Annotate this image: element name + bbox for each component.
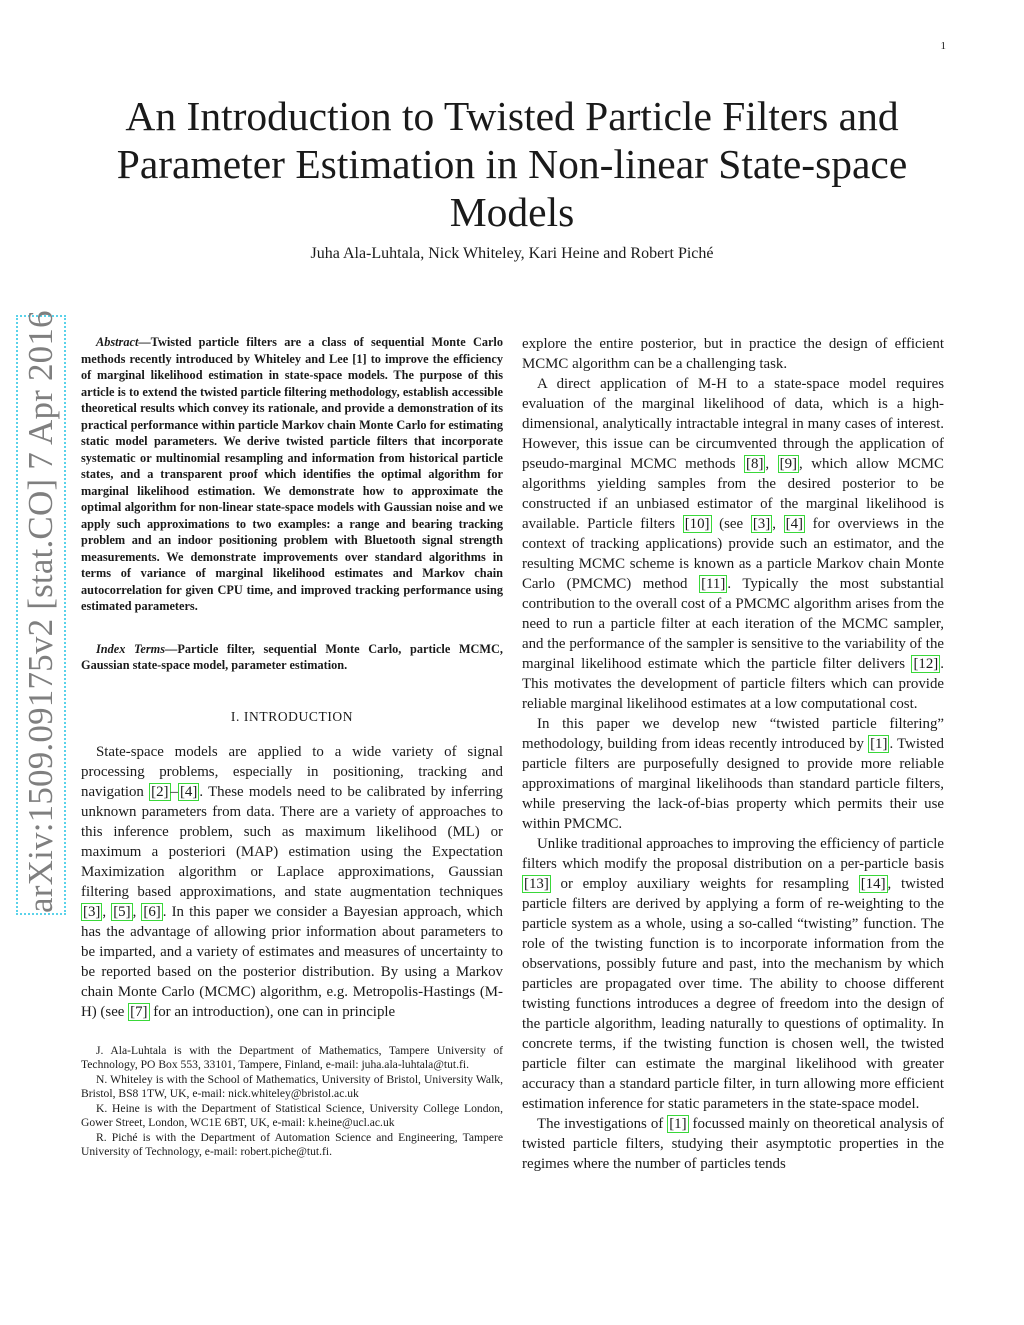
- text-run: . These models need to be calibrated by inferring unknown parameters from data. There are a variety of approaches to this inference problem, such as maximum likelihood (ML) or maximum a posteriori (MAP) estimation using the Expectation Maximization algorithm or Laplace approximations, Gaussian filtering based approximations, and state augmentation techniques: [81, 783, 503, 900]
- section-initial: I: [243, 708, 250, 724]
- text-run: or employ auxiliary weights for resampling: [550, 876, 859, 892]
- abstract-text: —Twisted particle filters are a class of sequential Monte Carlo methods recently introduced by Whiteley and Lee [1] to improve the efficiency of marginal likelihood estimation in state-space models. The purpose of this article is to extend the twisted particle filtering methodology, establish accessible theoretical results which convey its rationale, and provide a demonstration of its practical performance within particle Markov chain Monte Carlo for estimating static model parameters. We derive twisted particle filters that incorporate systematic or multinomial resampling and information from historical particle states, and a transparent proof which identifies the optimal algorithm for marginal likelihood estimation. We demonstrate how to approximate the optimal algorithm for non-linear state-space models with Gaussian noise and we apply such approximations to two examples: a range and bearing tracking problem and an indoor positioning problem with Bluetooth signal strength measurements. We demonstrate improvements over standard algorithms in terms of variance of marginal likelihood estimates and Markov chain autocorrelation for given CPU time, and improved tracking performance using estimated parameters.: [81, 335, 503, 613]
- citation-link[interactable]: [12]: [913, 656, 939, 672]
- citation-link[interactable]: [10]: [684, 516, 710, 532]
- citation-link[interactable]: [5]: [113, 903, 131, 920]
- text-run: ,: [772, 516, 784, 532]
- arxiv-identifier-stamp: arXiv:1509.09175v2 [stat.CO] 7 Apr 2016: [16, 315, 66, 915]
- footnote: K. Heine is with the Department of Statistical Science, University College London, Gower Street, London, WC1E 6BT, UK, e-mail: k.heine@ucl.ac.uk: [81, 1101, 503, 1129]
- text-run: (see: [711, 516, 751, 532]
- section-title-rest: NTRODUCTION: [249, 708, 354, 724]
- text-run: . Twisted particle filters are purposefully designed to provide more reliable approximations of marginal likelihoods than standard particle filters, while preserving the lack-of-bias property which permits their use within PMCMC.: [522, 736, 944, 832]
- paragraph: [522, 834, 944, 1114]
- paragraph: explore the entire posterior, but in practice the design of efficient MCMC algorithm can be a challenging task.: [522, 336, 944, 372]
- left-column: [81, 334, 503, 1160]
- paragraph: [522, 374, 944, 714]
- section-heading-introduction: [81, 707, 503, 727]
- abstract: [81, 334, 503, 615]
- text-run: ,: [765, 456, 778, 472]
- index-terms-text: —Particle filter, sequential Monte Carlo, particle MCMC, Gaussian state-space model, parameter estimation.: [81, 641, 503, 672]
- section-numeral: I.: [230, 708, 244, 724]
- text-run: , which allow MCMC algorithms yielding samples from the desired posterior to be constructed if an unbiased estimator of the marginal likelihood is available. Particle filters: [522, 456, 944, 532]
- footnote: J. Ala-Luhtala is with the Department of Mathematics, Tampere University of Technology, PO Box 553, 33101, Tampere, Finland, e-mail: juha.ala-luhtala@tut.fi.: [81, 1043, 503, 1071]
- text-run: focussed mainly on theoretical analysis of twisted particle filters, studying their asymptotic properties in the regimes where the number of particles tends: [522, 1116, 944, 1172]
- citation-link[interactable]: [13]: [524, 876, 549, 892]
- text-run: In this paper we develop new “twisted particle filtering” methodology, building from ideas recently introduced by: [522, 716, 944, 752]
- text-run: ,: [132, 903, 142, 920]
- citation-link[interactable]: [6]: [143, 903, 161, 920]
- citation-link[interactable]: [2]: [151, 783, 169, 800]
- text-run: Unlike traditional approaches to improving the efficiency of particle filters which modify the proposal distribution on a per-particle basis: [522, 836, 944, 872]
- abstract-lead: Abstract: [96, 335, 139, 349]
- citation-link[interactable]: [1]: [870, 736, 888, 752]
- footnote: N. Whiteley is with the School of Mathematics, University of Bristol, University Walk, Bristol, BS8 1TW, UK, e-mail: nick.whiteley@bristol.ac.uk: [81, 1072, 503, 1100]
- text-run: for an introduction), one can in principle: [149, 1003, 396, 1020]
- citation-link[interactable]: [14]: [860, 876, 886, 892]
- citation-link[interactable]: [4]: [179, 783, 198, 800]
- right-column: [522, 334, 944, 1174]
- text-run: . In this paper we consider a Bayesian approach, which has the advantage of allowing prior information about parameters to be imparted, and a variety of estimates and measures of uncertainty to be reported based on the posterior distribution. By using a Markov chain Monte Carlo (MCMC) algorithm, e.g. Metropolis-Hastings (M-H) (see: [81, 903, 503, 1020]
- intro-paragraph: [81, 742, 503, 1022]
- text-run: A direct application of M-H to a state-space model requires evaluation of the marginal likelihood of data, which is a high-dimensional, analytically intractable integral in many cases of interest. However, this issue can be circumvented through the application of pseudo-marginal MCMC methods: [522, 376, 944, 472]
- citation-link[interactable]: [7]: [130, 1003, 148, 1020]
- paragraph: [522, 714, 944, 834]
- citation-link[interactable]: [8]: [746, 456, 764, 472]
- text-run: . Typically the most substantial contribution to the overall cost of a PMCMC algorithm arises from the need to run a particle filter at each iteration of the MCMC sampler, and the performance of the sampler is sensitive to the variability of the marginal likelihood estimate which the particle filter delivers: [522, 576, 944, 672]
- citation-link[interactable]: [3]: [83, 903, 101, 920]
- text-run: , twisted particle filters are derived by applying a form of re-weighting to the particle system as a whole, using a so-called “twisting” function. The role of the twisting function is to incorporate information from the observations, possibly future and past, into the mechanism by which particles are propagated over time. The ability to choose different twisting functions introduces a degree of freedom into the design of the particle algorithm, leading naturally to questions of optimality. In concrete terms, if the twisting function is chosen well, the twisted particle filter can estimate the marginal likelihood with greater accuracy than a standard particle filter, in turn allowing more efficient estimation inference for static parameters in the state-space model.: [522, 876, 944, 1112]
- author-list: Juha Ala-Luhtala, Nick Whiteley, Kari Heine and Robert Piché: [310, 245, 714, 262]
- paragraph: [522, 1114, 944, 1174]
- paper-title: An Introduction to Twisted Particle Filters and Parameter Estimation in Non-linear State-space Models: [116, 93, 908, 235]
- text-run: for overviews in the context of tracking applications) provide such an estimator, and the resulting MCMC scheme is known as a particle Markov chain Monte Carlo (PMCMC) method: [522, 516, 945, 592]
- author-footnotes: [81, 1044, 503, 1159]
- text-run: ,: [102, 903, 112, 920]
- citation-link[interactable]: [1]: [669, 1116, 687, 1132]
- page-number: 1: [940, 40, 946, 52]
- text-run: . This motivates the development of particle filters which can provide reliable marginal likelihood estimates at a low computational cost.: [522, 656, 944, 712]
- index-terms-lead: Index Terms: [96, 641, 166, 656]
- citation-link[interactable]: [4]: [785, 516, 803, 532]
- index-terms: [81, 641, 503, 674]
- text-run: The investigations of: [537, 1116, 668, 1132]
- citation-link[interactable]: [11]: [701, 576, 726, 592]
- citation-link[interactable]: [9]: [779, 456, 797, 472]
- text-run: –: [170, 783, 178, 800]
- citation-link[interactable]: [3]: [752, 516, 771, 532]
- text-run: State-space models are applied to a wide variety of signal processing problems, especially in positioning, tracking and navigation: [81, 743, 503, 800]
- footnote: R. Piché is with the Department of Automation Science and Engineering, Tampere University of Technology, e-mail: robert.piche@tut.fi.: [81, 1130, 503, 1158]
